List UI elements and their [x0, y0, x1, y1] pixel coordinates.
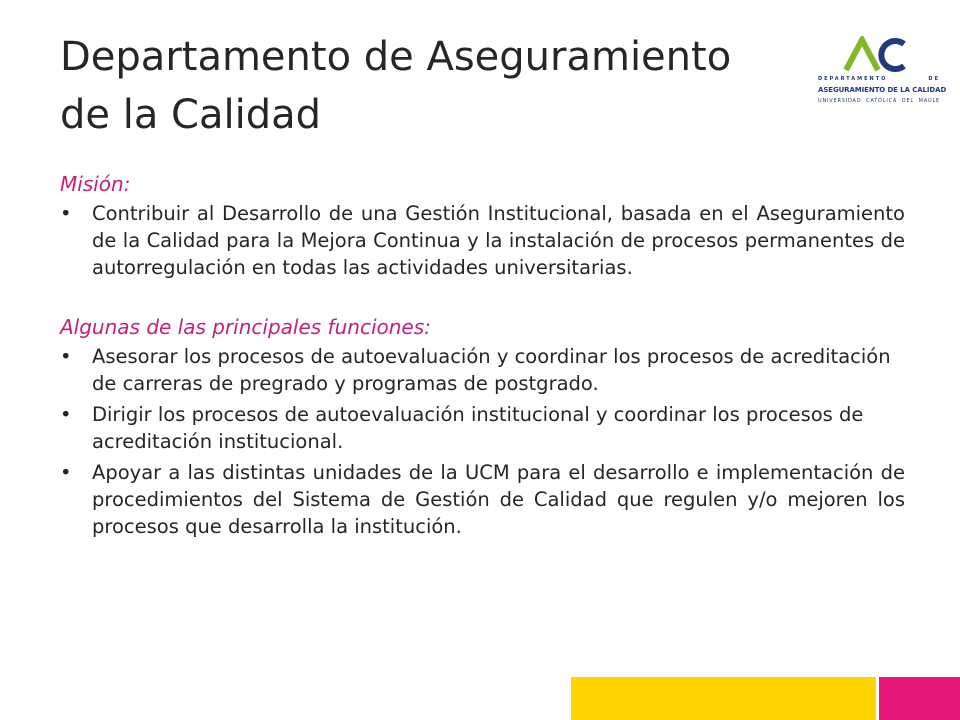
list-item: [60, 459, 905, 540]
list-item: [60, 343, 905, 397]
mission-list: [60, 200, 905, 281]
title-line-2: de la Calidad: [60, 92, 322, 138]
function-text: Apoyar a las distintas unidades de la UCM para el desarrollo e implementación de procedimientos del Sistema de Gestión de Calidad que regulen y/o mejoren los procesos que desarrolla la institución.: [92, 461, 905, 538]
page-title: [60, 28, 800, 144]
logo-university-text: UNIVERSIDAD CATÓLICA DEL MAULE: [818, 98, 940, 104]
bullet-icon: •: [60, 202, 72, 225]
department-logo: [818, 36, 947, 108]
title-line-1: Departamento de Aseguramiento: [60, 34, 732, 80]
ac-logo-mark-icon: [818, 36, 940, 74]
functions-list: [60, 343, 905, 540]
list-item: [60, 200, 905, 281]
functions-heading: Algunas de las principales funciones:: [60, 315, 431, 339]
bullet-icon: •: [60, 345, 72, 368]
bullet-icon: •: [60, 461, 72, 484]
list-item: [60, 401, 905, 455]
logo-dept-text: DEPARTAMENTO DE: [818, 76, 940, 82]
footer-yellow-bar: [571, 677, 876, 720]
function-text: Dirigir los procesos de autoevaluación institucional y coordinar los procesos de acreditación institucional.: [92, 403, 864, 453]
mission-heading: Misión:: [60, 172, 131, 196]
footer-pink-bar: [879, 677, 960, 720]
mission-text: Contribuir al Desarrollo de una Gestión Institucional, basada en el Aseguramiento de la Calidad para la Mejora Continua y la instalación de procesos permanentes de autorregulación en todas las actividades universitarias.: [92, 202, 905, 279]
function-text: Asesorar los procesos de autoevaluación y coordinar los procesos de acreditación de carreras de pregrado y programas de postgrado.: [92, 345, 891, 395]
logo-name-text: ASEGURAMIENTO DE LA CALIDAD: [818, 86, 947, 94]
content: [60, 170, 905, 544]
bullet-icon: •: [60, 403, 72, 426]
